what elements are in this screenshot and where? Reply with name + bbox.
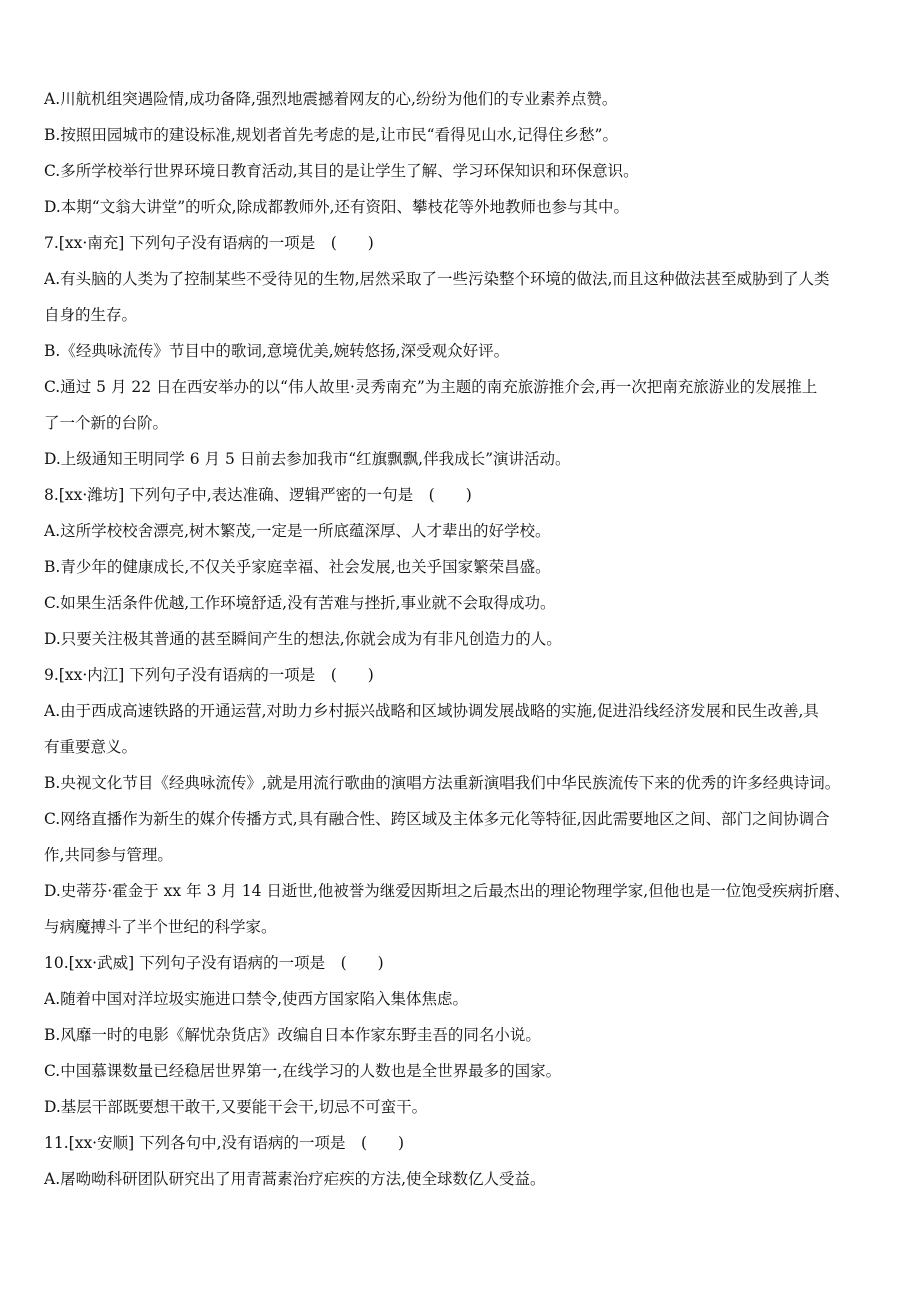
option-line: D.史蒂芬·霍金于 xx 年 3 月 14 日逝世,他被誉为继爱因斯坦之后最杰出的理论物理学家,但他也是一位饱受疾病折磨、	[44, 882, 850, 900]
option-line: C.中国慕课数量已经稳居世界第一,在线学习的人数也是全世界最多的国家。	[44, 1062, 562, 1080]
question-9-heading: 9.[xx·内江] 下列句子没有语病的一项是 ( )	[44, 666, 374, 684]
document-page	[44, 88, 880, 1190]
option-line: A.由于西成高速铁路的开通运营,对助力乡村振兴战略和区域协调发展战略的实施,促进沿线经济发展和民生改善,具	[44, 702, 819, 720]
option-line: C.通过 5 月 22 日在西安举办的以“伟人故里·灵秀南充”为主题的南充旅游推介会,再一次把南充旅游业的发展推上	[44, 378, 818, 396]
option-line: B.青少年的健康成长,不仅关乎家庭幸福、社会发展,也关乎国家繁荣昌盛。	[44, 558, 551, 576]
option-line: B.《经典咏流传》节目中的歌词,意境优美,婉转悠扬,深受观众好评。	[44, 342, 510, 360]
question-11-heading: 11.[xx·安顺] 下列各句中,没有语病的一项是 ( )	[44, 1134, 405, 1152]
option-line: A.屠呦呦科研团队研究出了用青蒿素治疗疟疾的方法,使全球数亿人受益。	[44, 1170, 546, 1188]
option-line-continued: 与病魔搏斗了半个世纪的科学家。	[44, 918, 277, 936]
option-line: C.如果生活条件优越,工作环境舒适,没有苦难与挫折,事业就不会取得成功。	[44, 594, 556, 612]
option-line: A.川航机组突遇险情,成功备降,强烈地震撼着网友的心,纷纷为他们的专业素养点赞。	[44, 90, 618, 108]
option-line-continued: 自身的生存。	[44, 306, 138, 324]
option-line-continued: 作,共同参与管理。	[44, 846, 173, 864]
option-line: B.央视文化节目《经典咏流传》,就是用流行歌曲的演唱方法重新演唱我们中华民族流传下来的优秀的许多经典诗词。	[44, 774, 841, 792]
option-line: D.基层干部既要想干敢干,又要能干会干,切忌不可蛮干。	[44, 1098, 428, 1116]
question-8-heading: 8.[xx·潍坊] 下列句子中,表达准确、逻辑严密的一句是 ( )	[44, 486, 472, 504]
option-line: A.有头脑的人类为了控制某些不受待见的生物,居然采取了一些污染整个环境的做法,而且这种做法甚至威胁到了人类	[44, 270, 830, 288]
option-line: D.本期“文翁大讲堂”的听众,除成都教师外,还有资阳、攀枝花等外地教师也参与其中。	[44, 198, 630, 216]
option-line: D.上级通知王明同学 6 月 5 日前去参加我市“红旗飘飘,伴我成长”演讲活动。	[44, 450, 571, 468]
option-line: D.只要关注极其普通的甚至瞬间产生的想法,你就会成为有非凡创造力的人。	[44, 630, 562, 648]
option-line: A.随着中国对洋垃圾实施进口禁令,使西方国家陷入集体焦虑。	[44, 990, 469, 1008]
option-line: C.网络直播作为新生的媒介传播方式,具有融合性、跨区域及主体多元化等特征,因此需要地区之间、部门之间协调合	[44, 810, 830, 828]
option-line: B.按照田园城市的建设标准,规划者首先考虑的是,让市民“看得见山水,记得住乡愁”。	[44, 126, 618, 144]
option-line: B.风靡一时的电影《解忧杂货店》改编自日本作家东野圭吾的同名小说。	[44, 1026, 541, 1044]
question-7-heading: 7.[xx·南充] 下列句子没有语病的一项是 ( )	[44, 234, 374, 252]
question-10-heading: 10.[xx·武威] 下列句子没有语病的一项是 ( )	[44, 954, 384, 972]
option-line-continued: 有重要意义。	[44, 738, 138, 756]
option-line-continued: 了一个新的台阶。	[44, 414, 169, 432]
option-line: A.这所学校校舍漂亮,树木繁茂,一定是一所底蕴深厚、人才辈出的好学校。	[44, 522, 551, 540]
option-line: C.多所学校举行世界环境日教育活动,其目的是让学生了解、学习环保知识和环保意识。	[44, 162, 639, 180]
